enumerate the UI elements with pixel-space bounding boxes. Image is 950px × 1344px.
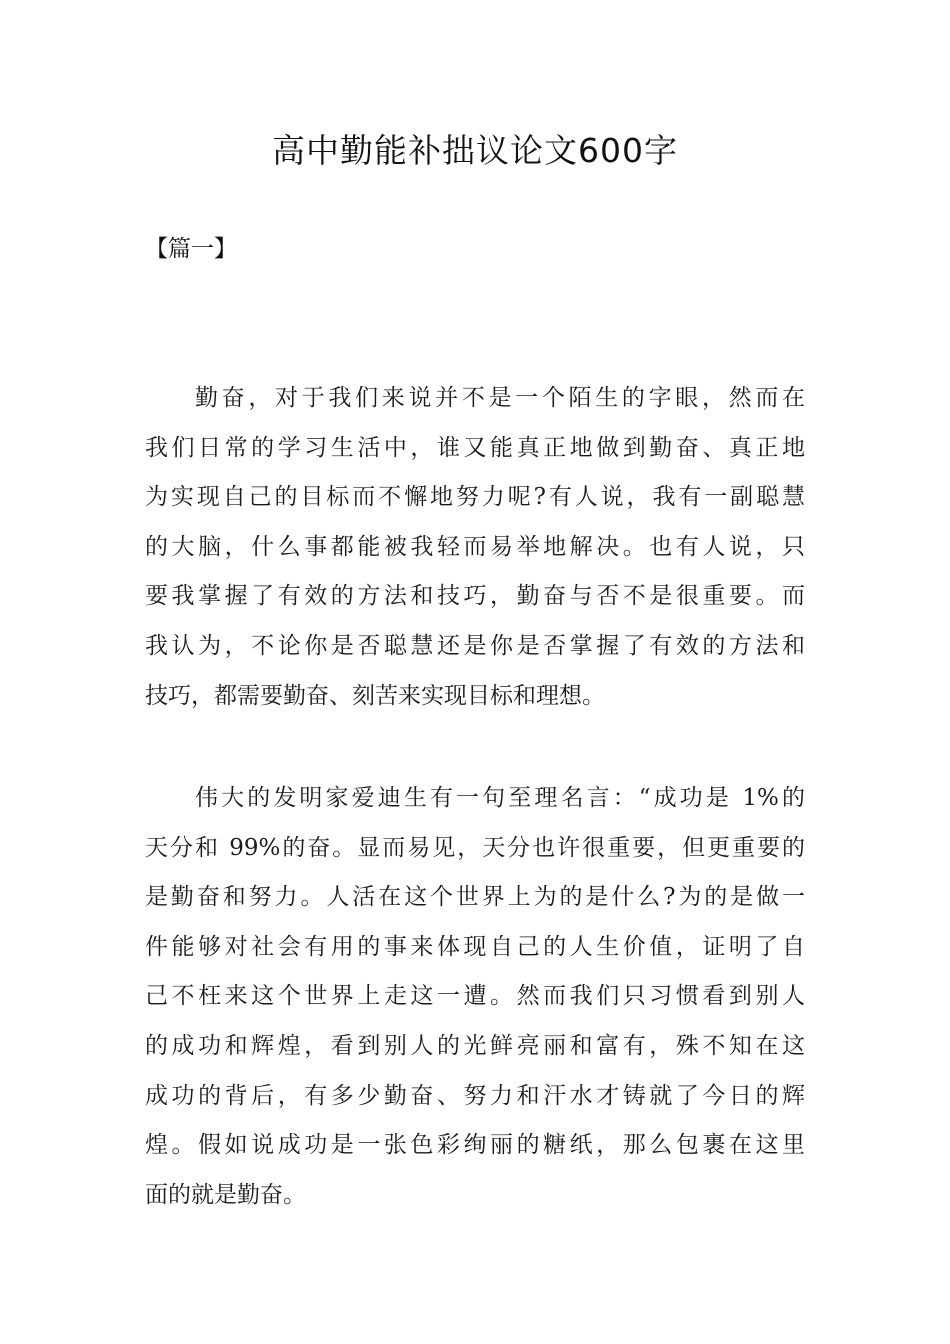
paragraph-line: 是勤奋和努力。人活在这个世界上为的是什么?为的是做一 xyxy=(145,884,805,911)
paragraph-line: 的成功和辉煌，看到别人的光鲜亮丽和富有，殊不知在这 xyxy=(145,1032,805,1059)
paragraph-1 xyxy=(145,374,805,721)
paragraph-line: 我认为，不论你是否聪慧还是你是否掌握了有效的方法和 xyxy=(145,632,805,659)
paragraph-line: 成功的背后，有多少勤奋、努力和汗水才铸就了今日的辉 xyxy=(145,1082,805,1109)
paragraph-line: 件能够对社会有用的事来体现自己的人生价值，证明了自 xyxy=(145,933,805,960)
paragraph-line: 面的就是勤奋。 xyxy=(145,1181,306,1208)
paragraph-line: 要我掌握了有效的方法和技巧，勤奋与否不是很重要。而 xyxy=(145,583,805,610)
paragraph-line: 我们日常的学习生活中，谁又能真正地做到勤奋、真正地 xyxy=(145,434,805,461)
paragraph-line: 己不枉来这个世界上走这一遭。然而我们只习惯看到别人 xyxy=(145,983,805,1010)
paragraph-line: 伟大的发明家爱迪生有一句至理名言：“成功是 1%的 xyxy=(195,785,805,811)
paragraph-line: 的大脑，什么事都能被我轻而易举地解决。也有人说，只 xyxy=(145,533,805,560)
paragraph-line: 煌。假如说成功是一张色彩绚丽的糖纸，那么包裹在这里 xyxy=(145,1132,805,1159)
section-label: 【篇一】 xyxy=(145,236,237,262)
document-title: 高中勤能补拙议论文600字 xyxy=(272,131,678,170)
paragraph-line: 勤奋，对于我们来说并不是一个陌生的字眼，然而在 xyxy=(195,385,805,411)
paragraph-line: 天分和 99%的奋。显而易见，天分也许很重要，但更重要的 xyxy=(145,834,805,861)
paragraph-line: 技巧，都需要勤奋、刻苦来实现目标和理想。 xyxy=(145,682,605,709)
paragraph-2 xyxy=(145,774,805,1220)
paragraph-line: 为实现自己的目标而不懈地努力呢?有人说，我有一副聪慧 xyxy=(145,484,805,511)
